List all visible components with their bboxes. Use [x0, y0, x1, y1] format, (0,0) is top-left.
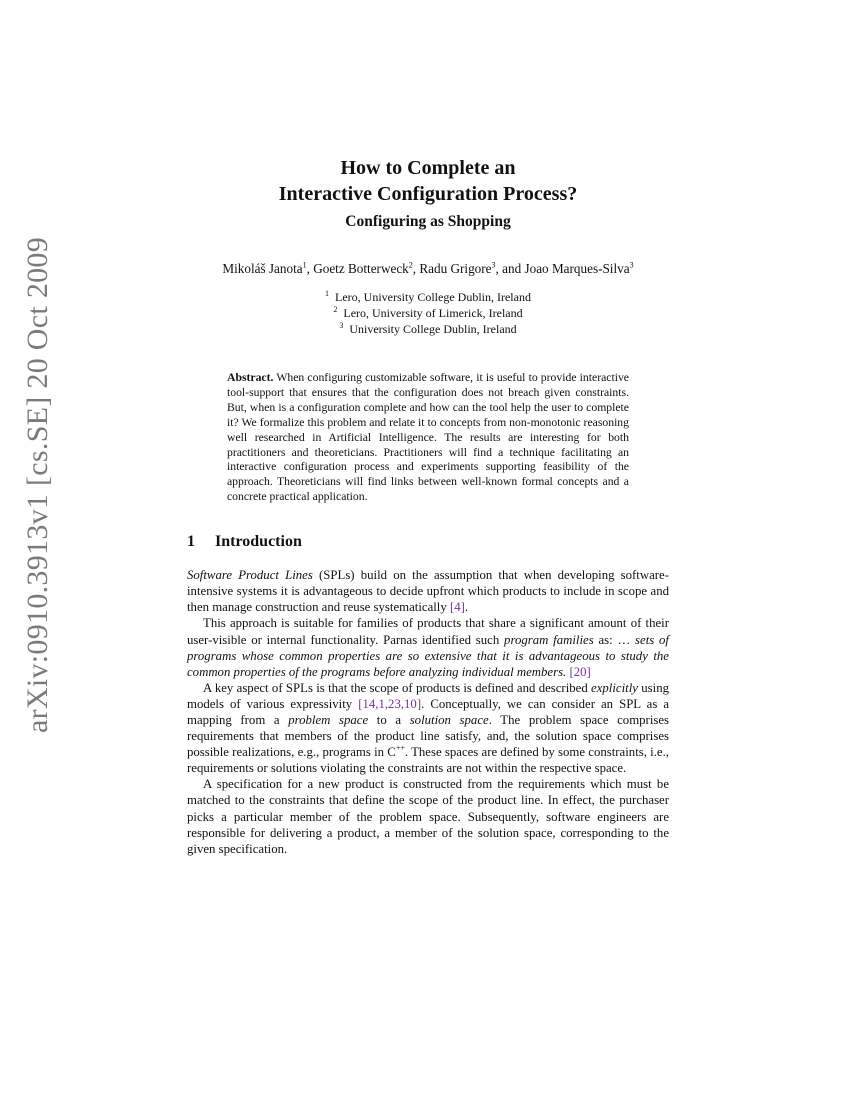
author-name: Goetz Botterweck	[313, 261, 409, 276]
paper-page	[187, 155, 669, 857]
paragraph-text: A key aspect of SPLs is that the scope of products is defined and described	[203, 680, 592, 695]
arxiv-sidebar	[18, 236, 58, 734]
paragraph-text: . Conceptually, we can consider an SPL as a mapping from a	[187, 696, 670, 727]
citation-link[interactable]: [20]	[569, 664, 591, 679]
author-list	[187, 261, 669, 277]
author-affil-mark: 3	[491, 260, 496, 270]
affiliation	[187, 321, 669, 337]
paragraph-2	[187, 615, 669, 679]
paragraph-text: to a	[368, 713, 410, 727]
affiliation-mark: 2	[333, 305, 338, 314]
paragraph-text: . The problem space comprises requirements that members of the product line satisfy, and, the solution space comprises possible realizations, e.g., programs in C	[187, 713, 670, 760]
author-name: Radu Grigore	[419, 261, 492, 276]
paragraph-text: using models of various expressivity	[187, 680, 669, 711]
paragraph-text: (SPLs) build on the assumption that when developing software-intensive systems it is advantageous to decide upfront which products to include in scope and then manage construction and reuse systematically	[187, 568, 669, 615]
citation-link[interactable]: [14,1,23,10]	[358, 696, 422, 711]
affiliation	[187, 289, 669, 305]
author-affil-mark: 3	[629, 260, 634, 270]
emphasis: explicitly	[591, 680, 638, 695]
affiliation-list	[187, 289, 669, 337]
affiliation	[187, 305, 669, 321]
emphasis: Software Product Lines	[187, 568, 313, 583]
abstract	[227, 371, 629, 505]
paper-subtitle: Configuring as Shopping	[345, 213, 511, 230]
paragraph-3	[187, 680, 669, 777]
paragraph-1	[187, 567, 669, 615]
affiliation-mark: 3	[339, 321, 344, 330]
emphasis: program families	[504, 632, 594, 647]
author-separator: ,	[306, 261, 314, 276]
author-affil-mark: 1	[302, 260, 307, 270]
abstract-label: Abstract.	[227, 371, 274, 384]
quotation: sets of programs whose common properties are so extensive that it is advantageous to study the common properties of the programs before analyzing individual members.	[187, 632, 669, 679]
affiliation-text: Lero, University of Limerick, Ireland	[343, 306, 523, 320]
section-number: 1	[187, 533, 195, 551]
paper-title	[187, 155, 669, 207]
superscript: ++	[395, 743, 405, 753]
title-line-2: Interactive Configuration Process?	[278, 183, 578, 205]
citation-link[interactable]: [4]	[449, 600, 465, 615]
abstract-text: When configuring customizable software, it is useful to provide interactive tool-support that ensures that the configuration does not breach given constraints. But, when is a configuration complete and how can the tool help the user to complete it? We formalize this problem and relate it to concepts from non-monotonic reasoning well researched in Artificial Intelligence. The results are interesting for both practitioners and theoreticians. Practitioners will find a technique facilitating an interactive configuration process and experiments supporting feasibility of the approach. Theoreticians will find links between well-known formal concepts and a concrete practical application.	[227, 371, 629, 504]
author-affil-mark: 2	[408, 260, 413, 270]
paragraph-text: . These spaces are defined by some constraints, i.e., requirements or solutions violating the constraints are not within the respective space.	[187, 745, 670, 776]
author-separator: , and	[495, 261, 525, 276]
paragraph-text: This approach is suitable for families of products that share a significant amount of their user-visible or internal functionality. Parnas identified such	[187, 616, 669, 647]
author-name: Joao Marques-Silva	[524, 261, 630, 276]
paragraph-text: .	[464, 600, 469, 615]
affiliation-text: University College Dublin, Ireland	[349, 322, 517, 336]
affiliation-text: Lero, University College Dublin, Ireland	[335, 290, 531, 304]
arxiv-identifier: arXiv:0910.3913v1 [cs.SE] 20 Oct 2009	[21, 236, 54, 734]
author-name: Mikoláš Janota	[222, 261, 303, 276]
paragraph-text: as: …	[593, 632, 636, 647]
paragraph-4	[187, 776, 669, 856]
section-body	[187, 567, 669, 857]
title-line-1: How to Complete an	[340, 157, 516, 179]
paragraph-text: A specification for a new product is constructed from the requirements which must be matched to the constraints that define the scope of the product line. In effect, the purchaser picks a particular member of the problem space. Subsequently, software engineers are responsible for delivering a product, a member of the solution space, corresponding to the given specification.	[187, 777, 669, 856]
emphasis: problem space	[288, 713, 369, 727]
author-separator: ,	[412, 261, 420, 276]
emphasis: solution space	[409, 713, 489, 727]
section-heading	[187, 533, 669, 551]
section-title: Introduction	[215, 533, 302, 551]
affiliation-mark: 1	[325, 289, 330, 298]
